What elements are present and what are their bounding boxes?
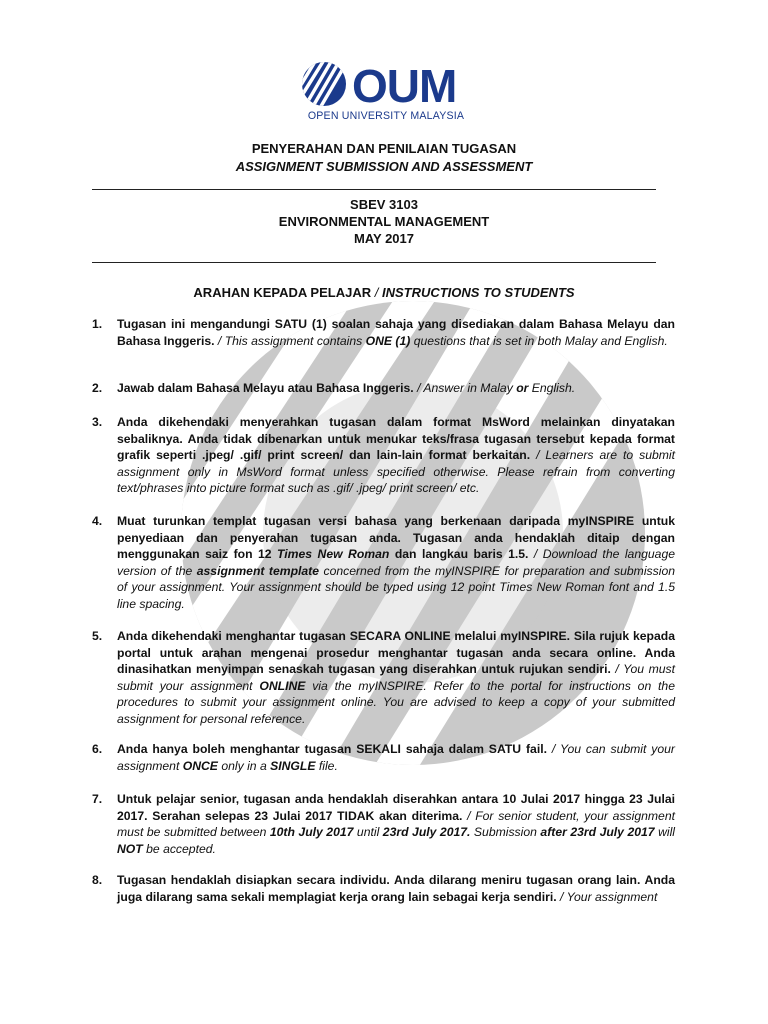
text-segment: ONE (1)	[365, 333, 411, 348]
instruction-number: 7.	[92, 792, 103, 806]
text-segment: ONCE	[182, 758, 218, 773]
text-segment: after 23rd July 2017	[540, 825, 655, 840]
text-segment: or	[516, 381, 529, 395]
instruction-text	[117, 791, 675, 857]
text-segment: / Your assignment	[556, 889, 658, 904]
oum-logo	[300, 60, 472, 124]
instruction-text-english	[557, 890, 658, 904]
course-name: ENVIRONMENTAL MANAGEMENT	[278, 214, 490, 229]
instructions-title-sep: /	[371, 285, 382, 300]
text-segment: only in a	[217, 758, 271, 773]
text-segment: SINGLE	[270, 758, 316, 773]
text-segment: / This assignment contains	[214, 333, 366, 348]
instruction-text-malay	[117, 742, 547, 756]
text-segment: ONLINE	[259, 678, 306, 693]
text-segment: Submission	[470, 825, 541, 840]
instruction-text	[117, 414, 675, 497]
text-segment: Jawab dalam Bahasa Melayu atau Bahasa Inggeris.	[117, 381, 414, 395]
text-segment: Times New Roman	[277, 547, 390, 562]
instruction-number: 2.	[92, 381, 103, 395]
course-code: SBEV 3103	[350, 197, 418, 212]
instruction-text	[117, 872, 675, 905]
instruction-text	[117, 741, 675, 774]
instruction-number: 5.	[92, 629, 103, 643]
instruction-number: 6.	[92, 742, 103, 756]
oum-logo-emblem-icon	[300, 60, 472, 110]
text-segment: / Answer in Malay	[413, 381, 517, 395]
instructions-title-english: INSTRUCTIONS TO STUDENTS	[381, 285, 575, 300]
text-segment: Anda dikehendaki menghantar tugasan SECARA ONLINE melalui myINSPIRE. Sila rujuk kepada portal untuk arahan mengenai prosedur menghantar tugasan anda secara online. Anda dinasihatkan menyimpan senaskah tugasan yang diserahkan untuk rujukan sendiri.	[117, 629, 675, 677]
instruction-text-malay	[117, 381, 414, 395]
text-segment: / For senior student, your assignment must be submitted between	[117, 808, 675, 840]
instructions-title-malay: ARAHAN KEPADA PELAJAR	[193, 285, 372, 300]
text-segment: file.	[315, 758, 338, 773]
divider-bottom	[92, 262, 656, 263]
instruction-text-english	[215, 334, 668, 348]
text-segment: Untuk pelajar senior, tugasan anda hendaklah diserahkan antara 10 Julai 2017 hingga 23 Julai 2017. Serahan selepas 23 Julai 2017 TIDAK akan diterima.	[117, 792, 675, 823]
instruction-number: 1.	[92, 317, 103, 331]
text-segment: questions that is set in both Malay and English.	[410, 333, 668, 348]
text-segment: / Download the language version of the	[117, 547, 676, 578]
title-english: ASSIGNMENT SUBMISSION AND ASSESSMENT	[235, 159, 533, 174]
text-segment: / You can submit your assignment	[117, 742, 675, 773]
instructions-title	[0, 285, 768, 300]
instruction-number: 4.	[92, 514, 103, 528]
text-segment: / You must submit your assignment	[117, 662, 675, 693]
text-segment: 23rd July 2017.	[382, 825, 471, 840]
text-segment: assignment template	[196, 563, 320, 578]
text-segment: be accepted.	[142, 841, 216, 856]
text-segment: NOT	[117, 841, 143, 856]
instruction-text	[117, 380, 675, 397]
text-segment: via the myINSPIRE. Refer to the portal for instructions on the procedures to submit your assignment online. You are advised to keep a copy of your submitted assignment for personal reference.	[117, 678, 675, 726]
text-segment: Muat turunkan templat tugasan versi bahasa yang berkenaan daripada myINSPIRE untuk penyediaan dan penyerahan tugasan anda. Tugasan anda hendaklah ditaip dengan menggunakan saiz fon 12	[117, 514, 675, 562]
text-segment: concerned from the myINSPIRE for preparation and submission of your assignment. Your assignment should be typed using 12 point Times New Roman font and 1.5 line spacing.	[117, 563, 675, 611]
text-segment: Tugasan hendaklah disiapkan secara individu. Anda dilarang meniru tugasan orang lain. Anda juga dilarang sama sekali memplagiat kerja orang lain sebagai kerja sendiri.	[117, 873, 675, 904]
text-segment: English.	[528, 381, 576, 395]
text-segment: will	[654, 825, 675, 840]
text-segment: Tugasan ini mengandungi SATU (1) soalan sahaja yang disediakan dalam Bahasa Melayu dan Bahasa Inggeris.	[117, 317, 675, 348]
title-malay: PENYERAHAN DAN PENILAIAN TUGASAN	[251, 141, 517, 156]
semester: MAY 2017	[354, 231, 414, 246]
oum-wordmark: OUM	[352, 60, 457, 110]
instruction-text	[117, 513, 675, 613]
text-segment: dan langkau baris 1.5.	[389, 547, 529, 562]
text-segment: 10th July 2017	[269, 825, 354, 840]
instruction-number: 8.	[92, 873, 103, 887]
text-segment: Anda hanya boleh menghantar tugasan SEKALI sahaja dalam SATU fail.	[117, 742, 547, 756]
text-segment: Anda dikehendaki menyerahkan tugasan dalam format MsWord melainkan dinyatakan sebaliknya. Anda tidak dibenarkan untuk menukar teks/frasa tugasan tersebut kepada format grafik seperti .jpeg/ .gif/ print screen/ dan lain-lain format berkaitan.	[117, 415, 675, 463]
instruction-text-malay	[117, 629, 675, 676]
instruction-text-english	[414, 381, 575, 395]
text-segment: / Learners are to submit assignment only in MsWord format unless specified otherwise. Please refrain from converting text/phrases into picture format such as .gif/ .jpeg/ print screen/ etc.	[117, 448, 676, 496]
text-segment: until	[353, 825, 383, 840]
logo-tagline: OPEN UNIVERSITY MALAYSIA	[307, 110, 465, 122]
instruction-text	[117, 316, 675, 349]
instruction-text	[117, 628, 675, 728]
instruction-number: 3.	[92, 415, 103, 429]
divider-top	[92, 189, 656, 190]
